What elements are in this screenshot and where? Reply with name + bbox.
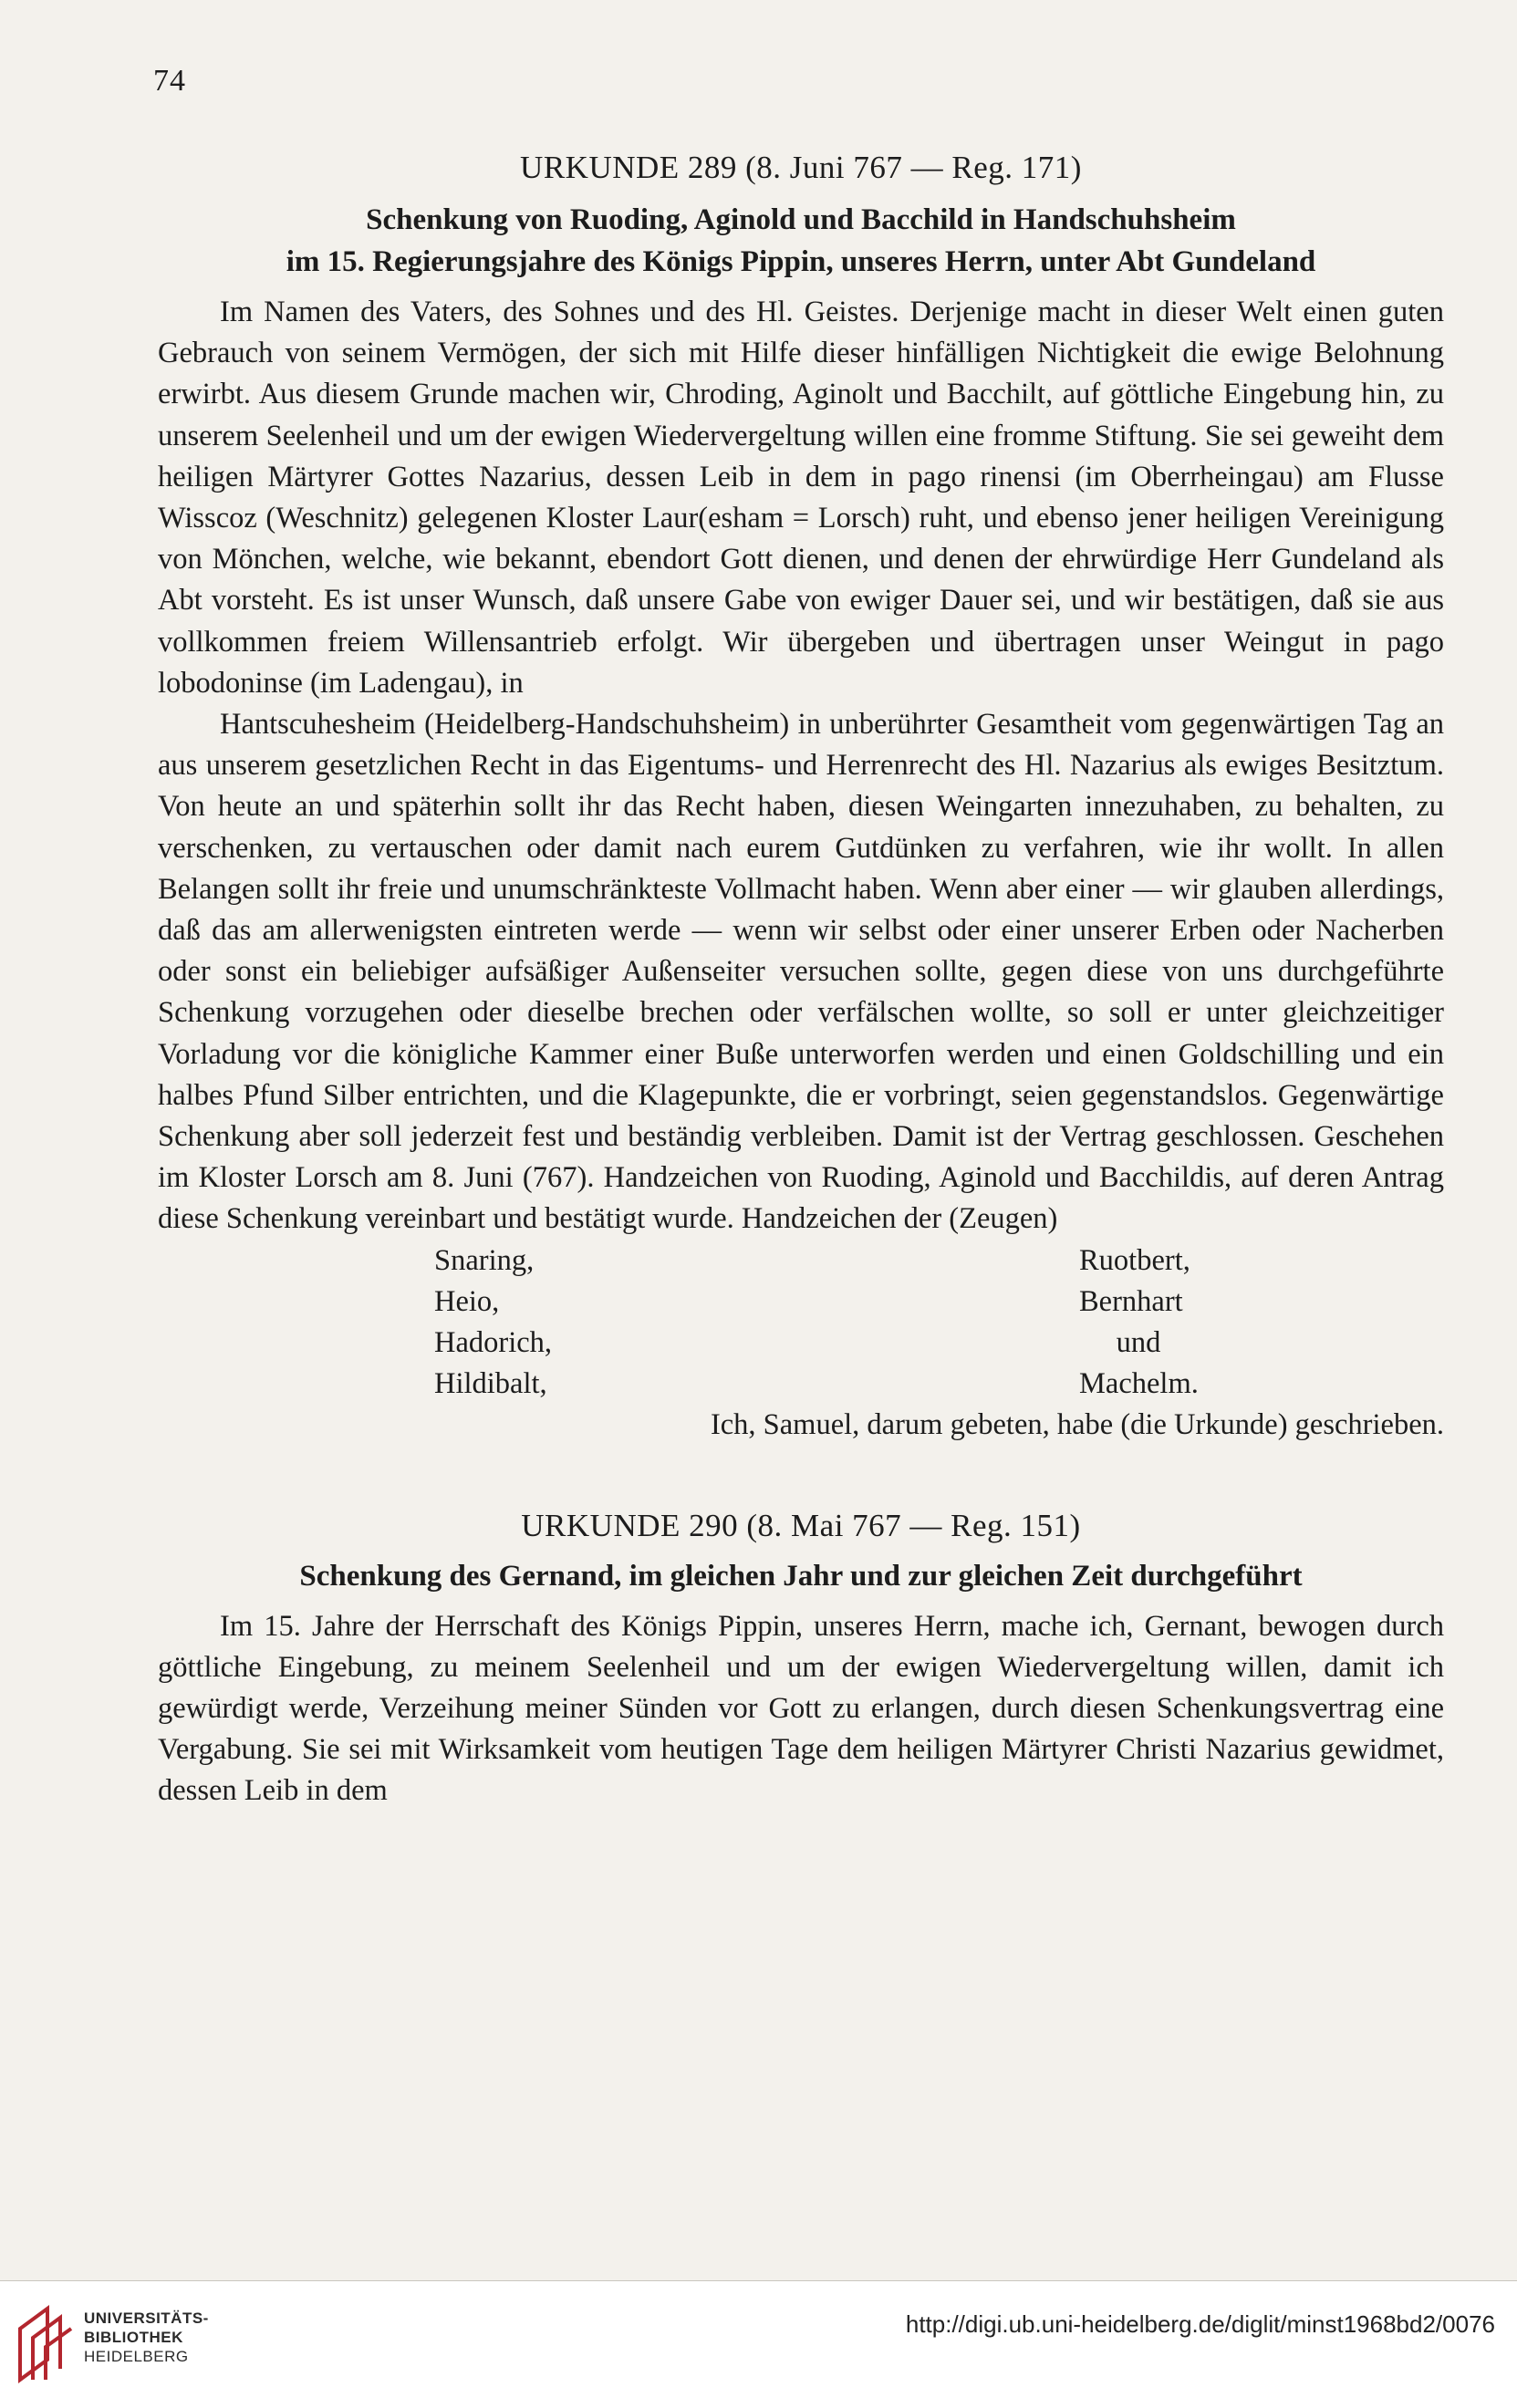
witness-name: Heio, — [434, 1284, 500, 1318]
library-name-line2: BIBLIOTHEK — [84, 2329, 183, 2346]
witness-list — [158, 1240, 1444, 1405]
source-url[interactable]: http://digi.ub.uni-heidelberg.de/diglit/minst1968bd2/0076 — [905, 2310, 1495, 2338]
library-name — [84, 2309, 209, 2366]
witness-name: Bernhart — [1079, 1284, 1183, 1318]
page-content — [158, 144, 1444, 1812]
urkunde-289-heading: URKUNDE 289 (8. Juni 767 — Reg. 171) — [520, 150, 1082, 185]
urkunde-290-heading: URKUNDE 290 (8. Mai 767 — Reg. 151) — [521, 1507, 1081, 1543]
scribe-line: Ich, Samuel, darum gebeten, habe (die Urkunde) geschrieben. — [710, 1407, 1444, 1441]
witness-name: Hadorich, — [434, 1325, 553, 1359]
page-number: 74 — [153, 64, 186, 98]
urkunde-289-title-line1: Schenkung von Ruoding, Aginold und Bacchild in Handschuhsheim — [366, 203, 1236, 236]
urkunde-289-paragraph-2: Hantscuhesheim (Heidelberg-Handschuhsheim) in unberührter Gesamtheit vom gegenwärtigen Tag an aus unserem gesetzlichen Recht in das Eigentums- und Herrenrecht des Hl. Nazarius als ewiges Besitztum. Von heute an und späterhin sollt ihr das Recht haben, diesen Weingarten innezuhaben, zu behalten, zu verschenken, zu vertauschen oder damit nach eurem Gutdünken zu verfahren, wie ihr wollt. In allen Belangen sollt ihr freie und unumschränkteste Vollmacht haben. Wenn aber einer — wir glauben allerdings, daß das am allerwenigsten eintreten werde — wenn wir selbst oder einer unserer Erben oder Nacherben oder sonst ein beliebiger aufsäßiger Außenseiter versuchen sollte, gegen diese von uns durchgeführte Schenkung vorzugehen oder dieselbe brechen oder verfälschen wollte, so soll er unter gleichzeitiger Vorladung vor die königliche Kammer einer Buße unterworfen werden und einen Goldschilling und ein halbes Pfund Silber entrichten, und die Klagepunkte, die er vorbringt, seien gegenstandslos. Gegenwärtige Schenkung aber soll jederzeit fest und beständig verbleiben. Damit ist der Vertrag geschlossen. Geschehen im Kloster Lorsch am 8. Juni (767). Handzeichen von Ruoding, Aginold und Bacchildis, auf deren Antrag diese Schenkung vereinbart und bestätigt wurde. Handzeichen der (Zeugen) — [158, 708, 1444, 1236]
witness-name: Ruotbert, — [1079, 1243, 1190, 1277]
witness-conjunction: und — [1116, 1325, 1161, 1359]
witnesses-right-column — [1079, 1240, 1262, 1405]
witness-name: Machelm. — [1079, 1366, 1199, 1400]
library-name-line3: HEIDELBERG — [84, 2348, 189, 2365]
witness-name: Hildibalt, — [434, 1366, 547, 1400]
urkunde-289-title-line2: im 15. Regierungsjahre des Königs Pippin, unseres Herrn, unter Abt Gundeland — [286, 245, 1316, 278]
witnesses-left-column — [434, 1240, 671, 1405]
urkunde-290-title: Schenkung des Gernand, im gleichen Jahr und zur gleichen Zeit durchgeführt — [299, 1559, 1303, 1593]
library-name-line1: UNIVERSITÄTS- — [84, 2309, 209, 2327]
urkunde-290-paragraph-1: Im 15. Jahre der Herrschaft des Königs Pippin, unseres Herrn, mache ich, Gernant, bewogen durch göttliche Eingebung, zu meinem Seelenheil und um der ewigen Wiedervergeltung willen, damit ich gewürdigt werde, Verzeihung meiner Sünden vor Gott zu erlangen, durch diesen Schenkungsvertrag eine Vergabung. Sie sei mit Wirksamkeit vom heutigen Tage dem heiligen Märtyrer Christi Nazarius gewidmet, dessen Leib in dem — [158, 1609, 1444, 1808]
footer-bar — [0, 2281, 1517, 2408]
library-logo-icon — [13, 2301, 77, 2383]
witness-name: Snaring, — [434, 1243, 535, 1277]
urkunde-289-paragraph-1: Im Namen des Vaters, des Sohnes und des Hl. Geistes. Derjenige macht in dieser Welt einen guten Gebrauch von seinem Vermögen, der sich mit Hilfe dieser hinfälligen Nichtigkeit die ewige Belohnung erwirbt. Aus diesem Grunde machen wir, Chroding, Aginolt und Bacchilt, auf göttliche Eingebung hin, zu unserem Seelenheil und um der ewigen Wiedervergeltung willen eine fromme Stiftung. Sie sei geweiht dem heiligen Märtyrer Gottes Nazarius, dessen Leib in dem in pago rinensi (im Oberrheingau) am Flusse Wisscoz (Weschnitz) gelegenen Kloster Laur(esham = Lorsch) ruht, und ebenso jener heiligen Vereinigung von Mönchen, welche, wie bekannt, ebendort Gott dienen, und denen der ehrwürdige Herr Gundeland als Abt vorsteht. Es ist unser Wunsch, daß unsere Gabe von ewiger Dauer sei, und wir bestätigen, daß sie aus vollkommen freiem Willensantrieb erfolgt. Wir übergeben und übertragen unser Weingut in pago lobodoninse (im Ladengau), in — [158, 296, 1444, 700]
